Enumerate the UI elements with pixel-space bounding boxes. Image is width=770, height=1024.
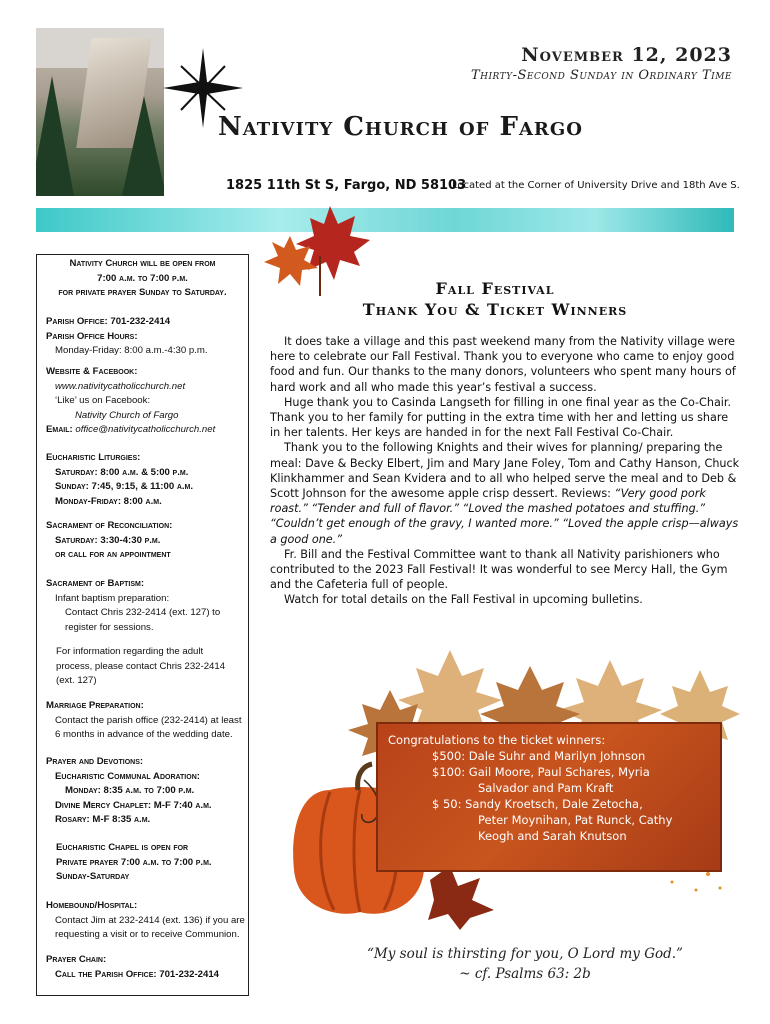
- church-name: Nativity Church of Fargo: [218, 112, 583, 142]
- website-link[interactable]: www.nativitycatholicchurch.net: [55, 380, 186, 392]
- scripture-quote: [360, 944, 690, 984]
- winner-row: $ 50: Sandy Kroetsch, Dale Zetocha,: [432, 797, 643, 811]
- article-body: [270, 334, 740, 608]
- article-paragraph: [270, 440, 740, 546]
- liturgy-saturday: Saturday: 8:00 a.m. & 5:00 p.m.: [55, 466, 189, 478]
- church-photo: [36, 28, 164, 196]
- chapel-line: Sunday-Saturday: [56, 871, 130, 882]
- open-hours-line: Nativity Church will be open from: [69, 258, 216, 269]
- article-paragraph: It does take a village and this past weekend many from the Nativity village were here to celebrate our Fall Festival. Thank you to everyone who came to enjoy good food and fun. Our thanks to the many donors, volunteers who spent many hours of hard work and all who made this year’s festival a success.: [270, 335, 736, 394]
- ticket-winners-box: [376, 722, 722, 872]
- church-location: Located at the Corner of University Drive and 18th Ave S.: [452, 180, 740, 191]
- winner-row: Keogh and Sarah Knutson: [478, 829, 627, 843]
- church-address: 1825 11th St S, Fargo, ND 58103: [226, 178, 467, 193]
- homebound-line: Contact Jim at 232-2414 (ext. 136) if you are: [55, 914, 245, 926]
- bulletin-date: November 12, 2023: [521, 44, 732, 66]
- email-label: Email:: [46, 424, 73, 435]
- prayer-chain-label: Prayer Chain:: [46, 954, 107, 965]
- chapel-line: Eucharistic Chapel is open for: [56, 842, 189, 853]
- baptism-line: Contact Chris 232-2414 (ext. 127) to: [65, 607, 221, 618]
- article-paragraph: Huge thank you to Casinda Langseth for filling in one final year as the Co-Chair. Thank you to her family for putting in the extra time with her and letting us share in her talents. Her keys are handed in for the next Fall Festival Co-Chair.: [270, 395, 732, 440]
- website-label: Website & Facebook:: [46, 366, 138, 377]
- open-hours-line: 7:00 a.m. to 7:00 p.m.: [97, 272, 188, 284]
- baptism-line: register for sessions.: [65, 621, 154, 633]
- article-paragraph: Watch for total details on the Fall Festival in upcoming bulletins.: [284, 593, 643, 607]
- parish-office-phone: Parish Office: 701-232-2414: [46, 316, 171, 327]
- divine-mercy: Divine Mercy Chaplet: M-F 7:40 a.m.: [55, 799, 212, 811]
- email-link[interactable]: office@nativitycatholicchurch.net: [75, 424, 216, 435]
- devotions-label: Prayer and Devotions:: [46, 756, 144, 767]
- liturgical-day: Thirty-Second Sunday in Ordinary Time: [470, 68, 732, 83]
- adult-baptism-line: (ext. 127): [56, 675, 97, 686]
- winner-row: $500: Dale Suhr and Marilyn Johnson: [432, 749, 646, 763]
- rosary: Rosary: M-F 8:35 a.m.: [55, 814, 151, 825]
- reconciliation-label: Sacrament of Reconciliation:: [46, 520, 173, 531]
- sidebar-info-box: [36, 254, 249, 996]
- office-hours: Monday-Friday: 8:00 a.m.-4:30 p.m.: [55, 345, 208, 356]
- reviews-quote: “Very good pork roast.” “Tender and full of flavor.” “Loved the mashed potatoes and stuffing.” “Couldn’t get enough of the gravy, I wanted more.” “Loved the apple crisp—always a good one.”: [270, 487, 739, 546]
- article-title-line: Thank You & Ticket Winners: [362, 300, 628, 319]
- facebook-like: ‘Like’ us on Facebook:: [55, 395, 151, 406]
- liturgy-weekday: Monday-Friday: 8:00 a.m.: [55, 495, 162, 507]
- winner-row: $100: Gail Moore, Paul Schares, Myria: [432, 765, 650, 779]
- adult-baptism-line: process, please contact Chris 232-2414: [56, 660, 226, 672]
- article-paragraph: Fr. Bill and the Festival Committee want to thank all Nativity parishioners who contributed to the 2023 Fall Festival! It was wonderful to see Mercy Hall, the Gym and the Cafeteria full of people.: [270, 547, 728, 592]
- facebook-page[interactable]: Nativity Church of Fargo: [75, 409, 179, 421]
- teal-banner: [36, 208, 734, 232]
- winner-row: Peter Moynihan, Pat Runck, Cathy: [478, 813, 673, 827]
- liturgy-sunday: Sunday: 7:45, 9:15, & 11:00 a.m.: [55, 481, 194, 492]
- reconciliation-call: or call for an appointment: [55, 549, 171, 560]
- reconciliation-time: Saturday: 3:30-4:30 p.m.: [55, 534, 161, 546]
- winners-heading: Congratulations to the ticket winners:: [388, 733, 606, 747]
- quote-citation: ~ cf. Psalms 63: 2b: [459, 966, 591, 982]
- liturgies-label: Eucharistic Liturgies:: [46, 452, 141, 463]
- baptism-line: Infant baptism preparation:: [55, 592, 170, 604]
- prayer-chain-line: Call the Parish Office: 701-232-2414: [55, 968, 219, 980]
- adoration-label: Eucharistic Communal Adoration:: [55, 770, 200, 782]
- marriage-label: Marriage Preparation:: [46, 700, 144, 711]
- article-title-line: Fall Festival: [435, 279, 555, 298]
- adoration-time: Monday: 8:35 a.m. to 7:00 p.m.: [65, 785, 195, 796]
- open-hours-line: for private prayer Sunday to Saturday.: [58, 287, 227, 298]
- marriage-line: 6 months in advance of the wedding date.: [55, 729, 233, 740]
- winner-row: Salvador and Pam Kraft: [478, 781, 614, 795]
- article-text: Thank you to the following Knights and their wives for planning/ preparing the meal: Dave & Becky Elbert, Jim and Mary Jane Foley, Tom and Cathy Hanson, Chuck Klinkhammer and Sean Kvidera and to all who helped serve the meal and to Deb & Scott Johnson for the awesome apple crisp dessert. Reviews:: [270, 441, 740, 501]
- quote-text: “My soul is thirsting for you, O Lord my God.”: [367, 946, 683, 962]
- chapel-line: Private prayer 7:00 a.m. to 7:00 p.m.: [56, 856, 212, 868]
- marriage-line: Contact the parish office (232-2414) at least: [55, 714, 242, 726]
- office-hours-label: Parish Office Hours:: [46, 330, 138, 342]
- homebound-line: requesting a visit or to receive Communion.: [55, 929, 240, 940]
- baptism-label: Sacrament of Baptism:: [46, 578, 145, 589]
- article-title: [340, 278, 650, 320]
- homebound-label: Homebound/Hospital:: [46, 900, 138, 911]
- adult-baptism-line: For information regarding the adult: [56, 646, 204, 657]
